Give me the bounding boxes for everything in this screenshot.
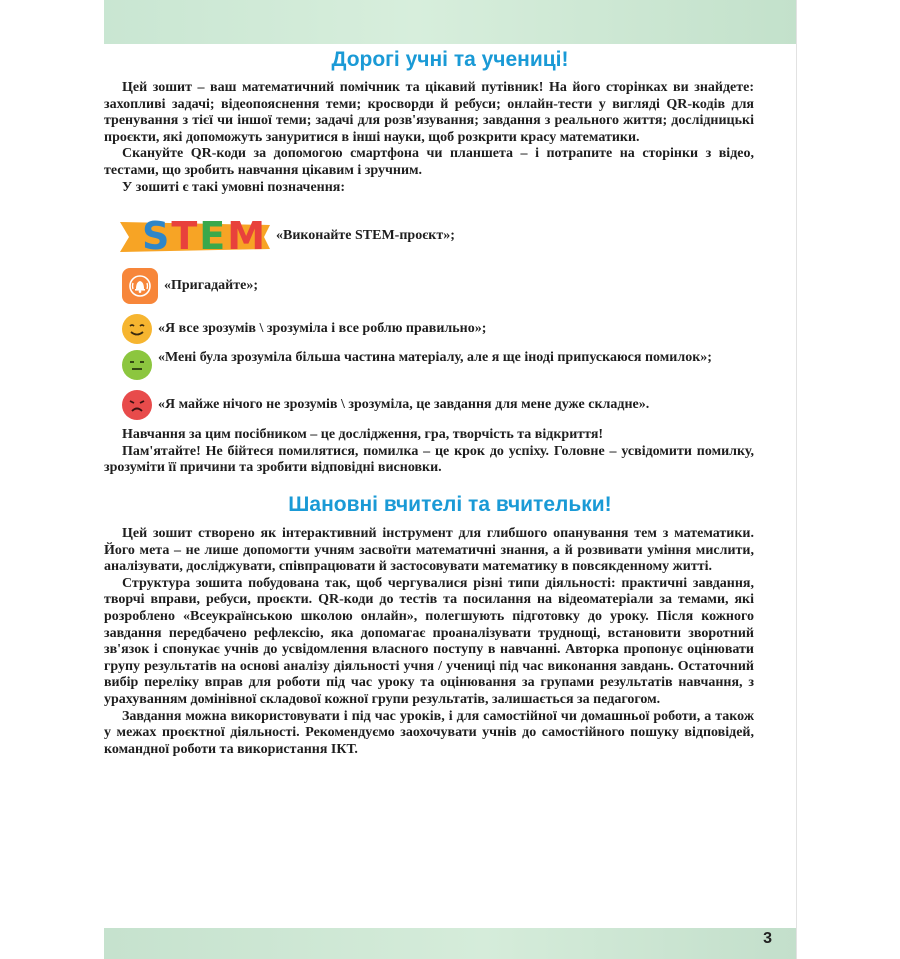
- neutral-face-icon: [122, 350, 152, 380]
- legend-stem-label: «Виконайте STEM-проєкт»;: [276, 227, 455, 243]
- students-paragraph-4: Пам'ятайте! Не бійтеся помилятися, помилка – це крок до успіху. Головне – усвідомити помилку, зрозуміти її причини та зробити відповідні висновки.: [104, 443, 754, 476]
- teachers-heading: Шановні вчителі та вчительки!: [288, 493, 612, 516]
- legend-remember: [122, 268, 258, 304]
- legend-remember-label: «Пригадайте»;: [164, 277, 259, 293]
- students-intro-text: [104, 80, 754, 196]
- teachers-paragraph-2: Структура зошита побудована так, щоб чергувалися різні типи діяльності: практичні завдання, творчі вправи, ребуси, проєкти. QR-коди до тестів та посилання на відеоматеріали за темами, які розроблено «Всеукраїнською школою онлайн», полегшують підготовку до уроку. Після кожного завдання передбачено рефлексію, яка допомагає проаналізувати труднощі, встановити зворотний зв'язок і спонукає учнів до усвідомлення власного поступу в навчанні. Авторка пропонує оцінювати групу результатів на основі аналізу діяльності учня / учениці під час виконання завдань. Остаточний вибір переліку вправ для роботи під час уроку та оцінювання за групами результатів навчання, з урахуванням домінівної складової кожної групи результатів, залишається за педагогом.: [104, 575, 754, 707]
- teachers-paragraph-1: Цей зошит створено як інтерактивний інструмент для глибшого опанування тем з математики. Його мета – не лише допомогти учням засвоїти математичні знання, а й розвивати уміння мислити, аналізувати, досліджувати, співпрацювати й застосовувати математику в повсякденному житті.: [104, 526, 754, 575]
- legend-happy: [122, 314, 486, 344]
- legend-sad: [122, 390, 649, 420]
- legend-intro: У зошиті є такі умовні позначення:: [122, 179, 346, 195]
- stem-badge-icon: [120, 214, 270, 258]
- legend-neutral-label: «Мені була зрозуміла більша частина матеріалу, але я ще іноді припускаюся помилок»;: [158, 350, 712, 365]
- book-page: [104, 0, 796, 959]
- students-paragraph-1: Цей зошит – ваш математичний помічник та цікавий путівник! На його сторінках ви знайдете: захопливі задачі; відеопояснення теми; кросворди й ребуси; онлайн-тести у вигляді QR-кодів для тренування з тієї чи іншої теми; задачі для розв'язування; завдання з реального життя; дослідницькі проєкти, які допоможуть зануритися в інші науки, щоб розкрити красу математики.: [104, 80, 754, 145]
- legend-neutral: [122, 350, 732, 380]
- legend-stem: [120, 214, 455, 258]
- students-heading: Дорогі учні та учениці!: [331, 48, 569, 71]
- page-number: 3: [763, 930, 772, 947]
- bottom-decorative-band: [104, 928, 796, 959]
- bell-icon: [122, 268, 158, 304]
- students-paragraph-2: Скануйте QR-коди за допомогою смартфона чи планшета – і потрапите на сторінки з відео, тестами, що зробить навчання цікавим і зручним.: [104, 146, 754, 178]
- students-closing-text: [104, 427, 754, 477]
- students-paragraph-3: Навчання за цим посібником – це дослідження, гра, творчість та відкриття!: [122, 427, 604, 442]
- smile-face-icon: [122, 314, 152, 344]
- legend-happy-label: «Я все зрозумів \ зрозуміла і все роблю правильно»;: [158, 320, 487, 336]
- stem-letter-s: S: [142, 214, 172, 258]
- stem-letter-m: M: [227, 214, 268, 258]
- sad-face-icon: [122, 390, 152, 420]
- top-decorative-band: [104, 0, 796, 44]
- stem-letter-t: T: [171, 214, 200, 258]
- stem-letter-e: E: [199, 214, 228, 258]
- teachers-paragraph-3: Завдання можна використовувати і під час уроків, і для самостійної чи домашньої роботи, а також у межах проєктної діяльності. Рекомендуємо заохочувати учнів до самостійного пошуку відповідей, командної роботи та використання ІКТ.: [104, 708, 754, 757]
- teachers-text: [104, 526, 754, 758]
- stem-letters: [142, 214, 267, 258]
- legend-sad-label: «Я майже нічого не зрозумів \ зрозуміла, це завдання для мене дуже складне».: [158, 396, 650, 412]
